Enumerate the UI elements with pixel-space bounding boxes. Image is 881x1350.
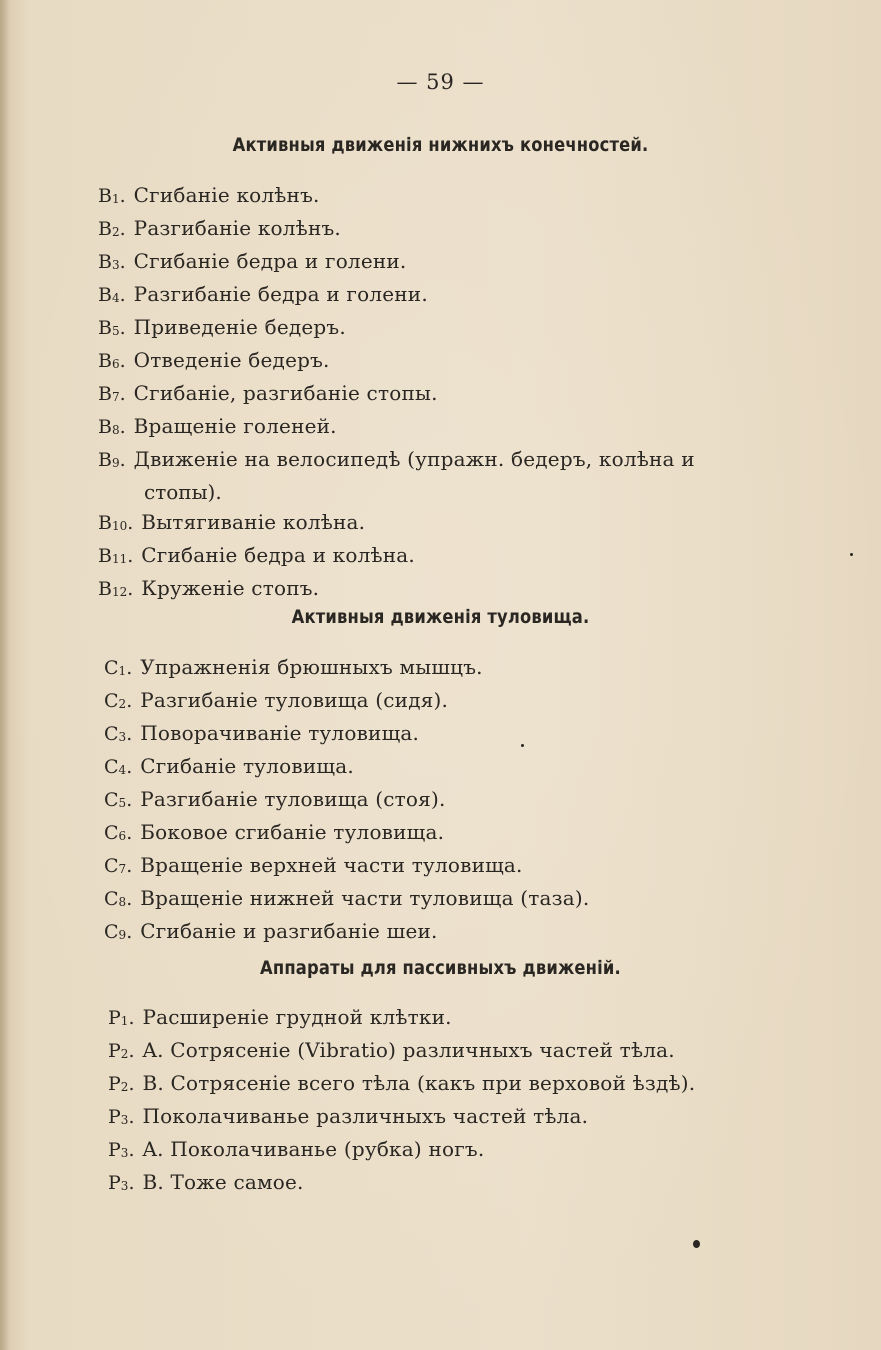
item-code: $B_7$. (98, 383, 126, 405)
item-code: $C_1$. (104, 657, 133, 679)
item-code-letter: B (98, 185, 112, 207)
item-code-number: 12 (111, 585, 128, 599)
item-code-number: 1 (120, 1014, 129, 1028)
item-code: $B_{12}$. (98, 578, 134, 600)
item-code-number: 3 (120, 1146, 129, 1160)
item-code-number: 2 (111, 225, 120, 239)
section-heading-passive-apparatus: Аппараты для пассивныхъ движеній. (260, 957, 621, 979)
item-code-letter: B (98, 317, 112, 339)
item-code: $B_5$. (98, 317, 126, 339)
list-item (98, 312, 695, 345)
item-code: $B_2$. (98, 218, 126, 240)
item-text: Поколачиванье различныхъ частей тѣла. (142, 1104, 589, 1128)
item-code-letter: P (108, 1007, 121, 1029)
item-code-number: 6 (118, 829, 127, 843)
item-code-number: 4 (118, 763, 127, 777)
item-code-number: 11 (111, 552, 128, 566)
item-text: Разгибаніе туловища (стоя). (140, 787, 446, 811)
item-code: $C_9$. (104, 921, 133, 943)
list-item (98, 345, 695, 378)
item-code-letter: P (108, 1172, 121, 1194)
item-code-letter: C (104, 690, 119, 712)
list-item (98, 573, 695, 606)
item-code-letter: C (104, 888, 119, 910)
item-code-number: 1 (118, 664, 127, 678)
item-code-letter: C (104, 855, 119, 877)
item-text: Вращеніе нижней части туловища (таза). (140, 886, 590, 910)
item-text: Поворачиваніе туловища. (140, 721, 420, 745)
item-code: $P_3$. (108, 1172, 135, 1194)
item-text: Вращеніе верхней части туловища. (140, 853, 523, 877)
item-text: Сгибаніе бедра и колѣна. (141, 543, 415, 567)
item-text: Приведеніе бедеръ. (133, 315, 346, 339)
list-lower-limbs (98, 180, 695, 606)
item-text: A. Поколачиванье (рубка) ногъ. (142, 1137, 485, 1161)
list-item (104, 751, 589, 784)
item-text: Круженіе стопъ. (141, 576, 320, 600)
item-code: $B_6$. (98, 350, 126, 372)
item-text: A. Сотрясеніе (Vibratio) различныхъ частей тѣла. (142, 1038, 675, 1062)
item-text: Разгибаніе бедра и голени. (133, 282, 428, 306)
ink-speck (850, 553, 853, 556)
item-code-letter: B (98, 218, 112, 240)
item-code-number: 2 (120, 1080, 129, 1094)
item-code-letter: C (104, 657, 119, 679)
item-code: $P_2$. (108, 1040, 135, 1062)
item-code-number: 2 (120, 1047, 129, 1061)
item-code-number: 9 (111, 456, 120, 470)
item-code-letter: B (98, 512, 112, 534)
list-item (98, 411, 695, 444)
item-code: $B_1$. (98, 185, 126, 207)
item-code-number: 5 (111, 324, 120, 338)
item-code-number: 10 (111, 519, 128, 533)
item-text: Движеніе на велосипедѣ (упражн. бедеръ, колѣна и (133, 447, 695, 471)
item-code-letter: B (98, 416, 112, 438)
list-item (104, 883, 589, 916)
list-item (98, 444, 695, 477)
item-code-letter: B (98, 350, 112, 372)
list-item (108, 1167, 695, 1200)
list-item (108, 1068, 695, 1101)
item-code: $B_{10}$. (98, 512, 134, 534)
list-item-continuation: стопы). (144, 480, 222, 504)
item-code-number: 9 (118, 928, 127, 942)
item-code-number: 6 (111, 357, 120, 371)
item-code-letter: C (104, 723, 119, 745)
section-heading-lower-limbs: Активныя движенія нижнихъ конечностей. (232, 134, 649, 156)
item-text: Вращеніе голеней. (133, 414, 337, 438)
item-code-number: 5 (118, 796, 127, 810)
item-code-letter: C (104, 822, 119, 844)
item-code-number: 4 (111, 291, 120, 305)
item-code: $C_5$. (104, 789, 133, 811)
item-code: $B_3$. (98, 251, 126, 273)
item-code: $B_9$. (98, 449, 126, 471)
ink-speck (521, 744, 524, 747)
item-code: $P_2$. (108, 1073, 135, 1095)
item-code-number: 2 (118, 697, 127, 711)
list-item (108, 1101, 695, 1134)
list-item (98, 246, 695, 279)
list-item (98, 279, 695, 312)
item-code: $C_8$. (104, 888, 133, 910)
item-code-number: 3 (120, 1113, 129, 1127)
item-code-letter: C (104, 756, 119, 778)
item-code-letter: B (98, 578, 112, 600)
list-item (98, 213, 695, 246)
item-code-letter: B (98, 449, 112, 471)
item-code-number: 3 (118, 730, 127, 744)
item-code-number: 7 (111, 390, 120, 404)
item-text: Сгибаніе бедра и голени. (133, 249, 407, 273)
list-item (108, 1134, 695, 1167)
list-item (108, 1002, 695, 1035)
list-item (98, 180, 695, 213)
item-code-letter: C (104, 921, 119, 943)
item-code-number: 1 (111, 192, 120, 206)
item-code: $B_8$. (98, 416, 126, 438)
item-code: $C_2$. (104, 690, 133, 712)
item-code-letter: B (98, 251, 112, 273)
page-edge-shadow (0, 0, 10, 1350)
item-text: B. Тоже самое. (142, 1170, 304, 1194)
list-trunk (104, 652, 589, 949)
item-code-number: 3 (120, 1179, 129, 1193)
page-number: — 59 — (396, 70, 485, 94)
list-item (104, 784, 589, 817)
list-item (104, 916, 589, 949)
list-item (104, 652, 589, 685)
item-code: $B_4$. (98, 284, 126, 306)
item-text: Боковое сгибаніе туловища. (140, 820, 445, 844)
item-text: Разгибаніе туловища (сидя). (140, 688, 449, 712)
item-code: $P_3$. (108, 1139, 135, 1161)
ink-speck (693, 1240, 700, 1248)
item-code: $C_7$. (104, 855, 133, 877)
item-code-letter: P (108, 1040, 121, 1062)
list-item (104, 850, 589, 883)
item-code-letter: P (108, 1106, 121, 1128)
item-text: Вытягиваніе колѣна. (141, 510, 366, 534)
item-text: Разгибаніе колѣнъ. (133, 216, 341, 240)
item-text: B. Сотрясеніе всего тѣла (какъ при верховой ѣздѣ). (142, 1071, 696, 1095)
item-code-letter: B (98, 383, 112, 405)
item-code-letter: C (104, 789, 119, 811)
item-code-number: 7 (118, 862, 127, 876)
item-code: $C_4$. (104, 756, 133, 778)
item-code-letter: P (108, 1139, 121, 1161)
item-text: Сгибаніе, разгибаніе стопы. (133, 381, 438, 405)
item-code-letter: B (98, 545, 112, 567)
section-heading-trunk: Активныя движенія туловища. (291, 606, 590, 628)
item-code: $B_{11}$. (98, 545, 134, 567)
item-code-letter: P (108, 1073, 121, 1095)
item-text: Упражненія брюшныхъ мышцъ. (140, 655, 483, 679)
item-text: Сгибаніе колѣнъ. (133, 183, 320, 207)
item-code: $P_3$. (108, 1106, 135, 1128)
item-text: Отведеніе бедеръ. (133, 348, 330, 372)
item-code-number: 3 (111, 258, 120, 272)
list-item (98, 378, 695, 411)
item-code-letter: B (98, 284, 112, 306)
item-text: Расширеніе грудной клѣтки. (142, 1005, 452, 1029)
item-text: Сгибаніе туловища. (140, 754, 354, 778)
item-code: $C_6$. (104, 822, 133, 844)
list-item (104, 718, 589, 751)
item-code: $P_1$. (108, 1007, 135, 1029)
item-code-number: 8 (118, 895, 127, 909)
list-item (104, 817, 589, 850)
item-code: $C_3$. (104, 723, 133, 745)
list-item (98, 540, 695, 573)
list-item (98, 507, 695, 540)
item-code-number: 8 (111, 423, 120, 437)
list-passive-apparatus (108, 1002, 695, 1200)
list-item (108, 1035, 695, 1068)
item-text: Сгибаніе и разгибаніе шеи. (140, 919, 438, 943)
list-item (104, 685, 589, 718)
